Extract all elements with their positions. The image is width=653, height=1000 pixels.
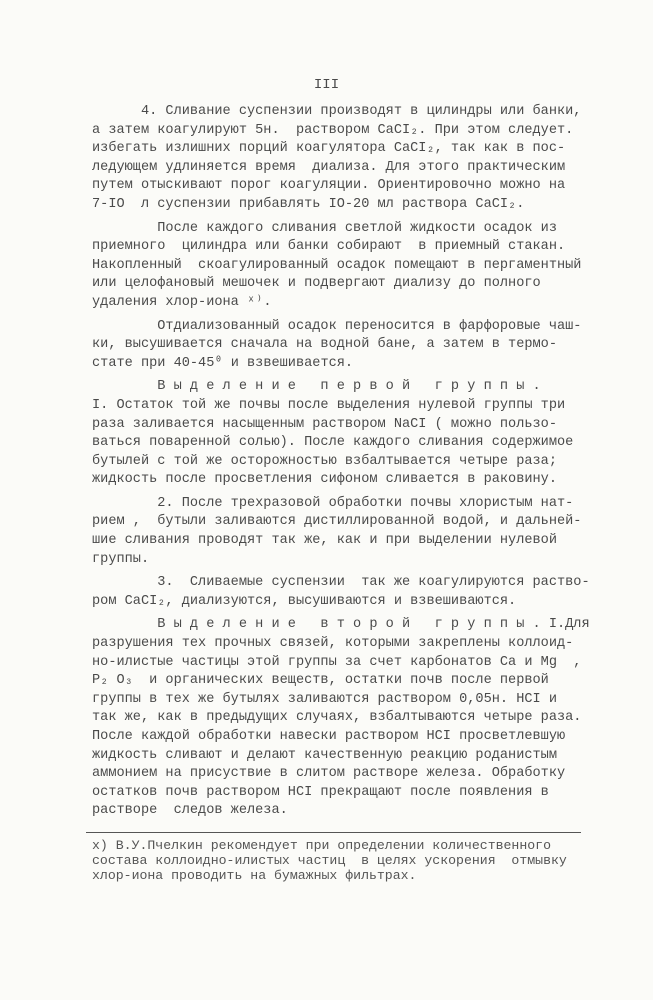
text-line: или целофановый мешочек и подвергают диализу до полного <box>92 276 541 292</box>
text-line: разрушения тех прочных связей, которыми закреплены коллоид- <box>92 636 574 652</box>
text-line: путем отыскивают порог коагуляции. Ориентировочно можно на <box>92 178 566 194</box>
text-line: ваться поваренной солью). После каждого сливания содержимое <box>92 435 574 451</box>
text-line: группы. <box>92 551 150 567</box>
footnote-line: состава коллоидно-илистых частиц в целях ускорения отмывку <box>92 853 567 868</box>
text-line: В ы д е л е н и е п е р в о й г р у п п ы . <box>92 379 541 395</box>
text-line: растворе следов железа. <box>92 803 288 819</box>
text-line: 7-IO л суспензии прибавлять IO-20 мл раствора CaCI₂. <box>92 196 525 212</box>
text-line: приемного цилиндра или банки собирают в приемный стакан. <box>92 239 566 255</box>
text-line: рием , бутыли заливаются дистиллированной водой, и дальней- <box>92 514 582 530</box>
text-line: После каждой обработки навески раствором HCI просветлевшую <box>92 729 566 744</box>
text-line: P₂ O₃ и органических веществ, остатки почв после первой <box>92 673 549 689</box>
text-line: но-илистые частицы этой группы за счет карбонатов Ca и Mg , <box>92 654 582 670</box>
text-line: Накопленный скоагулированный осадок помещают в пергаментный <box>92 257 582 273</box>
text-line: ром CaCI₂, диализуются, высушиваются и взвешиваются. <box>92 593 517 609</box>
text-line: бутылей с той же осторожностью взбалтывается четыре раза; <box>92 453 557 469</box>
text-line: ледующем удлиняется время диализа. Для этого практическим <box>92 159 566 175</box>
text-line: удаления хлор-иона ˣ⁾. <box>92 294 272 310</box>
text-line: стате при 40-45⁰ и взвешивается. <box>92 355 354 371</box>
text-line: 2. После трехразовой обработки почвы хлористым нат- <box>92 495 574 511</box>
text-line: После каждого сливания светлой жидкости осадок из <box>92 220 557 236</box>
text-line: раза заливается насыщенным раствором NaCI ( можно пользо- <box>92 416 557 432</box>
text-line: Отдиализованный осадок переносится в фарфоровые чаш- <box>92 318 582 334</box>
footnote-line: хлор-иона проводить на бумажных фильтрах. <box>92 868 417 883</box>
text-line: В ы д е л е н и е в т о р о й г р у п п ы . I.Для <box>92 617 590 633</box>
text-line: так же, как в предыдущих случаях, взбалтываются четыре раза. <box>92 710 582 726</box>
text-line: шие сливания проводят так же, как и при выделении нулевой <box>92 533 557 549</box>
text-line: избегать излишних порций коагулятора CaCI₂, так как в пос- <box>92 141 566 157</box>
text-line: группы в тех же бутылях заливаются раствором 0,05н. HCI и <box>92 691 557 707</box>
text-line: 4. Сливание суспензии производят в цилиндры или банки, <box>92 104 582 119</box>
page-number: III <box>313 77 340 93</box>
text-line: жидкость после просветления сифоном сливается в раковину. <box>92 472 557 488</box>
footnote-divider <box>86 832 581 833</box>
text-line: аммонием на присуствие в слитом растворе железа. Обработку <box>92 766 566 782</box>
text-line: остатков почв раствором HCI прекращают после появления в <box>92 784 549 800</box>
text-line: а затем коагулируют 5н. раствором CaCI₂. При этом следует. <box>92 122 574 138</box>
footnote-line: x) В.У.Пчелкин рекомендует при определении количественного <box>92 838 551 853</box>
text-line: жидкость сливают и делают качественную реакцию роданистым <box>92 747 557 763</box>
footnote <box>92 838 612 883</box>
text-line: 3. Сливаемые суспензии так же коагулируются раство- <box>92 575 590 591</box>
text-line: I. Остаток той же почвы после выделения нулевой группы три <box>92 397 566 413</box>
text-line: ки, высушивается сначала на водной бане, а затем в термо- <box>92 337 557 353</box>
body-text <box>92 103 612 821</box>
